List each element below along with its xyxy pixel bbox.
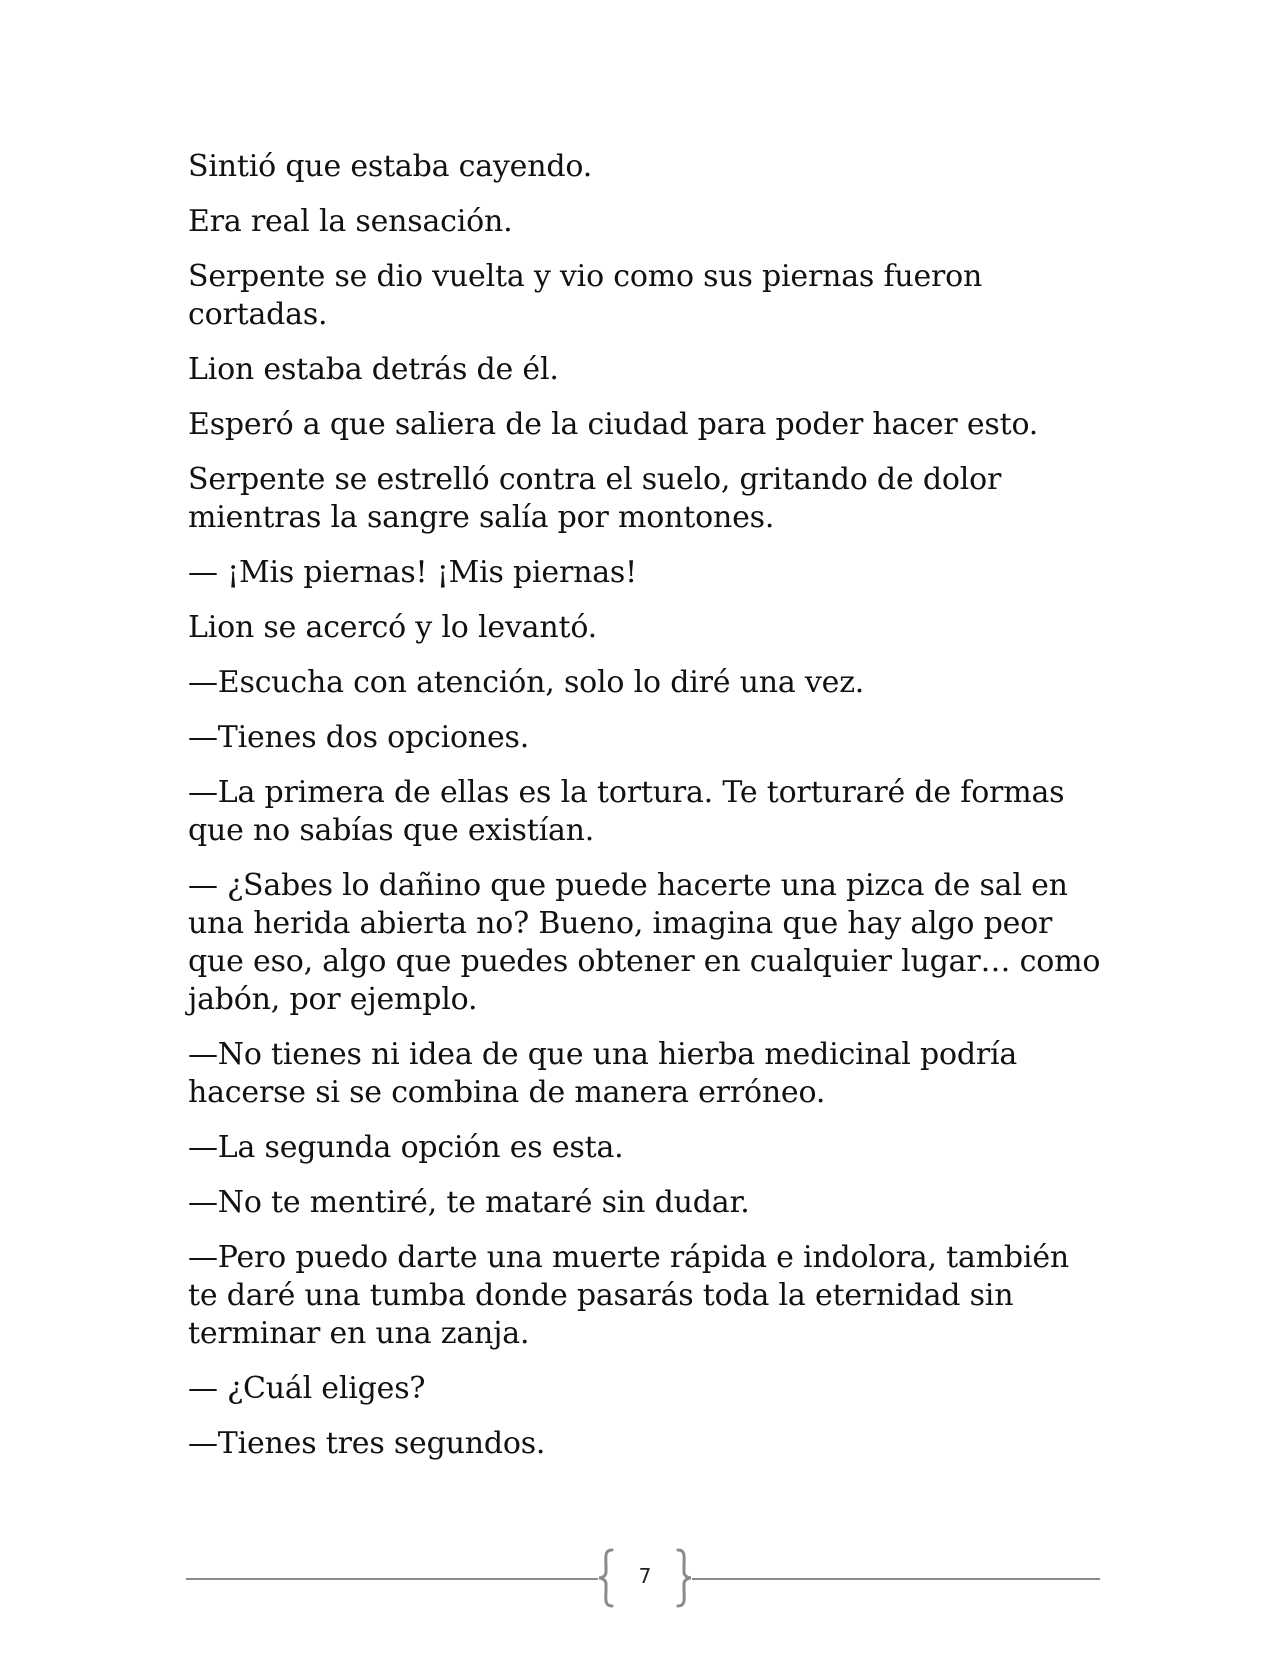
paragraph: — ¿Cuál eliges? [188,1371,426,1406]
paragraph: —Tienes tres segundos. [188,1426,546,1461]
paragraph: —La segunda opción es esta. [188,1130,624,1165]
page-number: 7 [638,1564,652,1588]
open-brace-icon [596,1548,616,1608]
paragraph: —No te mentiré, te mataré sin dudar. [188,1185,750,1220]
paragraph: —Tienes dos opciones. [188,720,530,755]
page-footer [186,1548,1100,1608]
paragraph: —No tienes ni idea de que una hierba medicinal podría hacerse si se combina de manera erróneo. [188,1037,1018,1110]
paragraph: Serpente se dio vuelta y vio como sus piernas fueron cortadas. [188,259,983,332]
close-brace-icon [674,1548,694,1608]
footer-rule-left [186,1578,598,1580]
paragraph: Lion se acercó y lo levantó. [188,610,598,645]
footer-rule-right [692,1578,1100,1580]
paragraph: —La primera de ellas es la tortura. Te torturaré de formas que no sabías que existían. [188,775,1065,848]
paragraph: Lion estaba detrás de él. [188,352,559,387]
paragraph: —Escucha con atención, solo lo diré una vez. [188,665,865,700]
paragraph: Serpente se estrelló contra el suelo, gritando de dolor mientras la sangre salía por montones. [188,462,1002,535]
paragraph: — ¡Mis piernas! ¡Mis piernas! [188,555,637,590]
paragraph: Esperó a que saliera de la ciudad para poder hacer esto. [188,407,1039,442]
paragraph: Era real la sensación. [188,204,513,239]
body-text [188,148,1103,1480]
paragraph: —Pero puedo darte una muerte rápida e indolora, también te daré una tumba donde pasarás toda la eternidad sin terminar en una zanja. [188,1240,1070,1351]
paragraph: — ¿Sabes lo dañino que puede hacerte una pizca de sal en una herida abierta no? Bueno, imagina que hay algo peor que eso, algo que puedes obtener en cualquier lugar… como jabón, por ejemplo. [188,868,1101,1017]
paragraph: Sintió que estaba cayendo. [188,149,593,184]
